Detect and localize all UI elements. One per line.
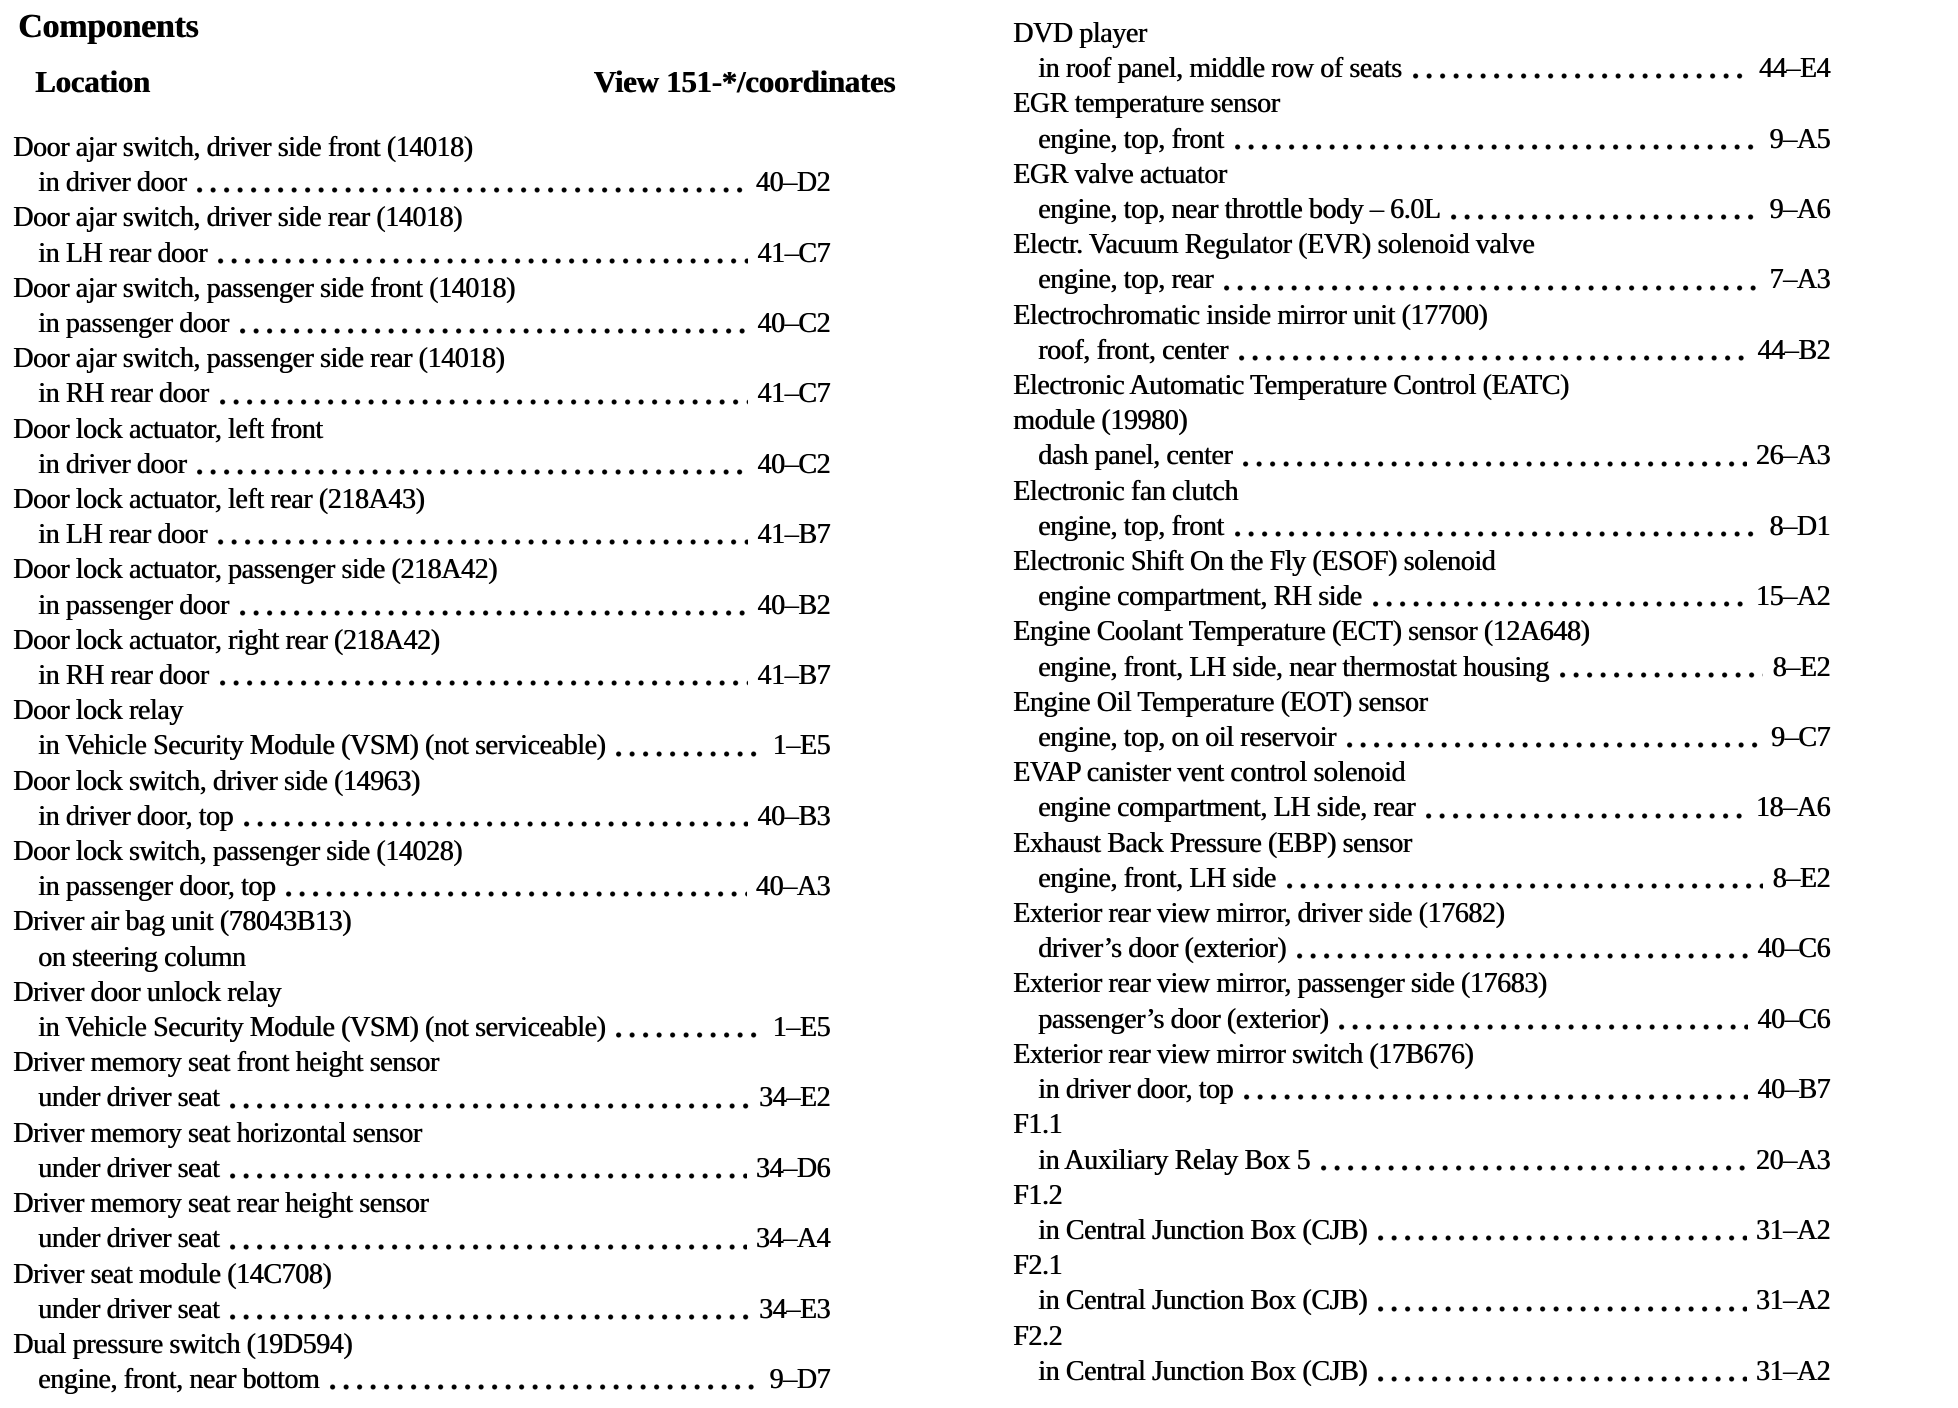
component-name: Engine Coolant Temperature (ECT) sensor (12A648) [1013,616,1590,648]
component-location-line [1013,720,1830,755]
component-entry [13,341,830,411]
view-coordinate: 9–C7 [1770,722,1830,754]
component-location: in Auxiliary Relay Box 5 [1038,1144,1310,1176]
dot-leader [1243,461,1747,467]
component-location-line [13,236,830,271]
view-coordinate: 40–C6 [1757,933,1830,965]
component-location: in roof panel, middle row of seats [1038,53,1402,85]
dot-leader [197,469,748,475]
dot-leader [1378,1235,1747,1241]
component-name: Electronic fan clutch [1013,475,1238,507]
view-coordinate: 40–A3 [755,871,830,903]
component-name: Dual pressure switch (19D594) [13,1328,353,1360]
component-name: Door ajar switch, driver side front (14018) [13,132,473,163]
view-coordinate: 31–A2 [1755,1214,1830,1246]
component-entry [1013,544,1830,614]
component-location: dash panel, center [1038,440,1233,472]
component-location: engine, top, on oil reservoir [1038,722,1336,754]
component-location-line [13,447,830,482]
component-location-line [1013,579,1830,614]
component-location-line [1013,1002,1830,1037]
component-entry [1013,1319,1830,1389]
component-location-line [13,1292,830,1327]
view-coordinate: 20–A3 [1755,1144,1830,1176]
component-location: in RH rear door [38,378,209,410]
component-location-line [13,376,830,411]
view-coordinate: 31–A2 [1755,1355,1830,1387]
component-entry [13,1045,830,1115]
component-location-line [1013,790,1830,825]
dot-leader [1560,672,1764,678]
component-location-line [13,1010,830,1045]
component-name: Electr. Vacuum Regulator (EVR) solenoid valve [1013,229,1535,261]
view-coordinate: 41–B7 [757,519,830,551]
component-entry [1013,755,1830,825]
dot-leader [230,1314,750,1320]
component-location: in driver door [38,167,187,199]
component-name: Electrochromatic inside mirror unit (17700) [1013,299,1488,331]
component-location: in passenger door [38,589,229,621]
component-name: Driver memory seat horizontal sensor [13,1117,422,1149]
component-location: under driver seat [38,1223,220,1255]
dot-leader [240,328,749,334]
component-name: DVD player [1013,18,1147,49]
component-location-line [1013,122,1830,157]
view-coordinate: 40–B2 [757,589,830,621]
component-name-wrap: module (19980) [1013,405,1188,437]
dot-leader [1297,953,1748,959]
view-coordinate: 41–B7 [757,660,830,692]
dot-leader [1339,1024,1748,1030]
component-location-line [1013,438,1830,473]
dot-leader [218,539,748,545]
component-location: engine, front, LH side, near thermostat housing [1038,651,1549,683]
component-entry [1013,298,1830,368]
page-title: Components [18,8,199,45]
component-entry [1013,826,1830,896]
dot-leader [1244,1094,1748,1100]
dot-leader [220,399,749,405]
component-name: Door lock switch, passenger side (14028) [13,836,463,868]
component-entry [13,412,830,482]
component-name: F1.2 [1013,1179,1062,1211]
component-entry [13,1327,830,1397]
dot-leader [244,821,748,827]
view-coordinate: 26–A3 [1755,440,1830,472]
component-entry [1013,1248,1830,1318]
component-location-line [13,1221,830,1256]
component-location: roof, front, center [1038,334,1228,366]
component-name: Electronic Shift On the Fly (ESOF) solenoid [1013,546,1496,578]
component-name: EGR valve actuator [1013,158,1227,190]
component-name: EGR temperature sensor [1013,88,1280,120]
component-name: Door lock relay [13,695,183,727]
component-location-line [13,588,830,623]
component-entry [13,975,830,1045]
component-name: EVAP canister vent control solenoid [1013,757,1405,789]
component-location-line [1013,931,1830,966]
component-location: driver’s door (exterior) [1038,933,1287,965]
component-location: engine, top, front [1038,510,1224,542]
dot-leader [1373,601,1747,607]
component-name: Door ajar switch, driver side rear (14018) [13,202,462,234]
dot-leader [230,1103,750,1109]
component-location-line [1013,333,1830,368]
component-location: in Central Junction Box (CJB) [1038,1355,1368,1387]
component-name: F2.2 [1013,1320,1062,1352]
component-location-line [13,306,830,341]
component-location: engine, front, LH side [1038,862,1276,894]
dot-leader [1413,73,1750,79]
dot-leader [1426,813,1747,819]
dot-leader [1287,883,1764,889]
component-location-line [13,1080,830,1115]
component-location: in Central Junction Box (CJB) [1038,1214,1368,1246]
view-coordinate: 7–A3 [1769,264,1830,296]
component-location-line [1013,1213,1830,1248]
dot-leader [1235,531,1761,537]
component-entry [1013,474,1830,544]
component-entry [1013,685,1830,755]
component-name: Door ajar switch, passenger side rear (14018) [13,343,505,375]
dot-leader [1451,214,1760,220]
component-location-line [1013,1072,1830,1107]
dot-leader [218,258,748,264]
component-name: Door lock actuator, right rear (218A42) [13,624,440,656]
component-location-line [13,165,830,200]
component-name: Electronic Automatic Temperature Control (EATC) [1013,370,1569,402]
component-name: Exterior rear view mirror, driver side (17682) [1013,898,1505,930]
view-coordinate: 34–E2 [758,1082,830,1114]
component-entry [13,271,830,341]
component-location-line [1013,51,1830,86]
dot-leader [616,751,763,757]
component-location: in Vehicle Security Module (VSM) (not serviceable) [38,730,606,762]
component-entry [13,904,830,974]
dot-leader [240,610,749,616]
component-entry [13,1186,830,1256]
dot-leader [1224,285,1760,291]
component-entry [13,764,830,834]
component-location-line [1013,192,1830,227]
component-location-line [1013,262,1830,297]
component-name: Door ajar switch, passenger side front (14018) [13,272,515,304]
component-location: in passenger door, top [38,871,276,903]
component-location: engine compartment, RH side [1038,581,1362,613]
component-entry [13,130,830,200]
component-location-line [13,517,830,552]
dot-leader [1378,1376,1747,1382]
component-entry [1013,86,1830,156]
component-name: Driver memory seat front height sensor [13,1047,439,1079]
view-coordinate: 41–C7 [757,237,830,269]
component-name: Driver air bag unit (78043B13) [13,906,351,938]
component-location: engine, top, near throttle body – 6.0L [1038,194,1441,226]
view-coordinate: 40–C6 [1757,1003,1830,1035]
component-entry [1013,1107,1830,1177]
view-coordinate: 15–A2 [1755,581,1830,613]
component-location-line [13,728,830,763]
component-name: F2.1 [1013,1250,1062,1282]
component-location: engine, front, near bottom [38,1364,320,1396]
dot-leader [197,187,746,193]
view-coordinate: 40–B7 [1757,1074,1830,1106]
view-coordinate: 9–A6 [1769,194,1830,226]
dot-leader [230,1173,746,1179]
component-entry [13,200,830,270]
component-location-line [1013,509,1830,544]
component-entry [1013,966,1830,1036]
component-name: Door lock actuator, passenger side (218A42) [13,554,497,586]
dot-leader [1347,742,1762,748]
view-coordinate: 41–C7 [757,378,830,410]
component-entry [1013,896,1830,966]
component-location: in passenger door [38,308,229,340]
view-coordinate: 44–B2 [1757,334,1830,366]
view-coordinate: 34–E3 [758,1293,830,1325]
component-location: under driver seat [38,1152,220,1184]
component-location: under driver seat [38,1293,220,1325]
dot-leader [616,1032,763,1038]
view-coordinate: 31–A2 [1755,1285,1830,1317]
component-location: in RH rear door [38,660,209,692]
view-coordinate: 40–D2 [755,167,830,199]
component-location: engine, top, front [1038,123,1224,155]
component-entry [13,693,830,763]
component-location: in Central Junction Box (CJB) [1038,1285,1368,1317]
component-name: F1.1 [1013,1109,1062,1141]
component-location-line [13,940,830,975]
column-header-view-coordinates: View 151-*/coordinates [593,64,895,99]
component-location-line [1013,1143,1830,1178]
component-location-line [13,1151,830,1186]
view-coordinate: 9–D7 [769,1364,830,1396]
component-list-right [1013,16,1830,1389]
dot-leader [286,891,746,897]
component-location: passenger’s door (exterior) [1038,1003,1329,1035]
component-entry [13,552,830,622]
dot-leader [330,1384,760,1390]
component-location-line [1013,1354,1830,1389]
view-coordinate: 8–E2 [1772,862,1830,894]
component-location-line [1013,650,1830,685]
component-location: engine compartment, LH side, rear [1038,792,1416,824]
view-coordinate: 44–E4 [1758,53,1830,85]
view-coordinate: 18–A6 [1755,792,1830,824]
view-coordinate: 1–E5 [772,1012,830,1044]
component-entry [1013,16,1830,86]
component-location-line [1013,861,1830,896]
view-coordinate: 40–C2 [757,308,830,340]
component-location-line [1013,1283,1830,1318]
component-entry [1013,1178,1830,1248]
component-location: in LH rear door [38,519,207,551]
component-name: Exterior rear view mirror, passenger side (17683) [1013,968,1547,1000]
component-entry [1013,157,1830,227]
component-entry [13,1257,830,1327]
component-location-line [13,658,830,693]
component-entry [13,482,830,552]
component-list-left [13,130,830,1397]
component-entry [1013,1037,1830,1107]
component-entry [13,623,830,693]
component-entry [1013,227,1830,297]
component-location: engine, top, rear [1038,264,1214,296]
view-coordinate: 9–A5 [1769,123,1830,155]
component-location: in LH rear door [38,237,207,269]
component-entry [1013,614,1830,684]
dot-leader [1235,144,1761,150]
component-name: Door lock switch, driver side (14963) [13,765,420,797]
view-coordinate: 34–A4 [755,1223,830,1255]
column-header-location: Location [35,64,150,99]
view-coordinate: 40–B3 [757,800,830,832]
component-entry [13,1116,830,1186]
component-name: Door lock actuator, left rear (218A43) [13,484,425,516]
component-name: Exhaust Back Pressure (EBP) sensor [1013,827,1412,859]
component-location: in driver door, top [1038,1074,1234,1106]
component-name: Driver door unlock relay [13,976,281,1008]
view-coordinate: 34–D6 [755,1152,830,1184]
dot-leader [1239,355,1748,361]
view-coordinate: 1–E5 [772,730,830,762]
view-coordinate: 8–E2 [1772,651,1830,683]
dot-leader [230,1244,746,1250]
component-name: Engine Oil Temperature (EOT) sensor [1013,686,1428,718]
component-entry [13,834,830,904]
component-location: on steering column [38,941,246,973]
component-name: Driver seat module (14C708) [13,1258,332,1290]
component-location: in driver door [38,448,187,480]
component-location: in driver door, top [38,800,234,832]
dot-leader [1321,1165,1747,1171]
component-name: Door lock actuator, left front [13,413,323,445]
table-header-row [13,64,895,100]
view-coordinate: 40–C2 [757,448,830,480]
component-location: under driver seat [38,1082,220,1114]
dot-leader [220,680,749,686]
component-location-line [13,869,830,904]
component-entry [1013,368,1830,474]
view-coordinate: 8–D1 [1769,510,1830,542]
component-location: in Vehicle Security Module (VSM) (not serviceable) [38,1012,606,1044]
component-name: Exterior rear view mirror switch (17B676) [1013,1038,1474,1070]
component-name: Driver memory seat rear height sensor [13,1188,429,1220]
dot-leader [1378,1306,1747,1312]
component-location-line [13,1362,830,1397]
component-location-line [13,799,830,834]
